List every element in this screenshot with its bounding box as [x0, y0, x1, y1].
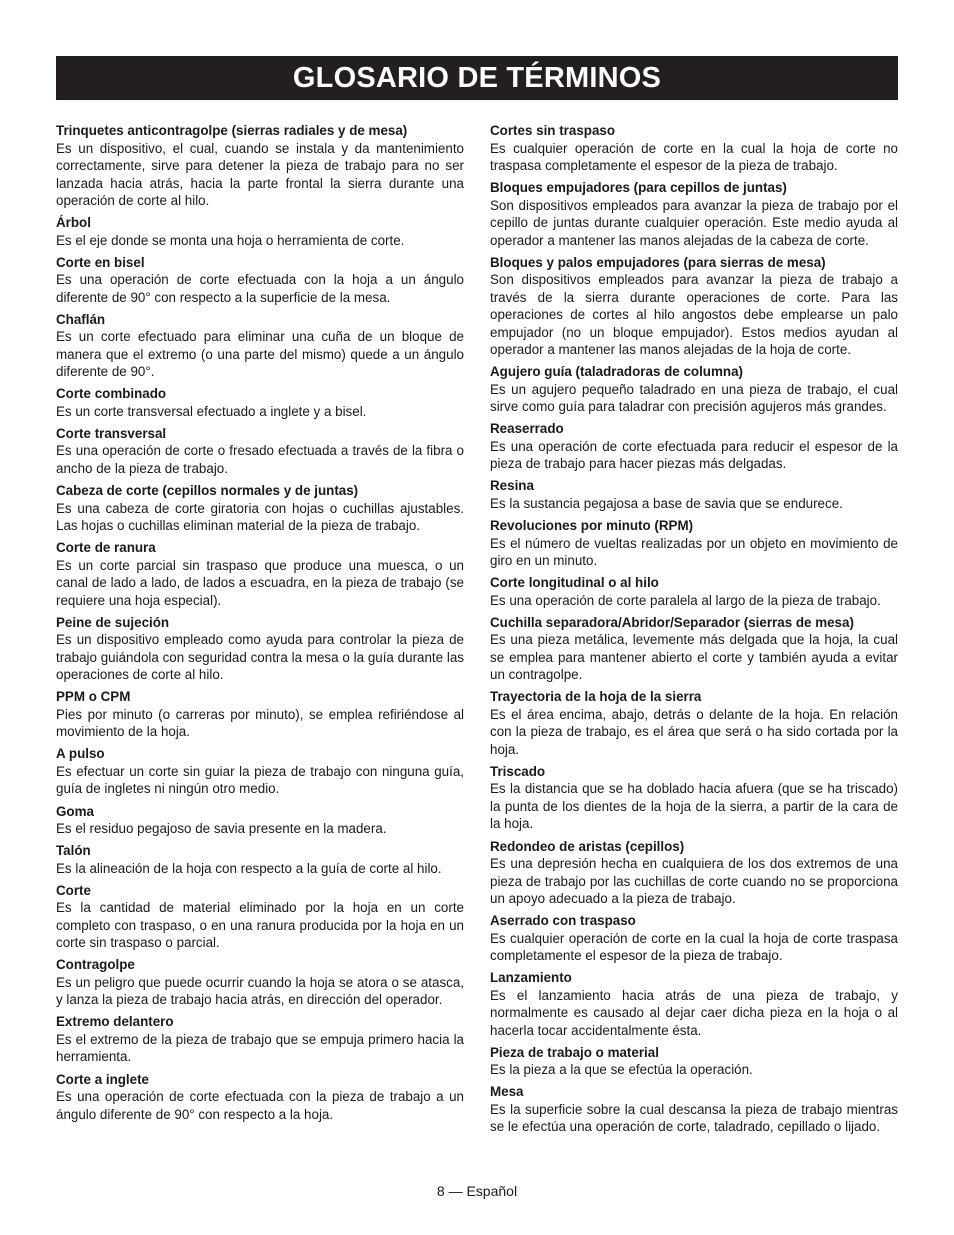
glossary-term: Árbol	[56, 215, 91, 231]
glossary-entry	[490, 122, 898, 175]
glossary-term: Resina	[490, 478, 534, 494]
glossary-definition: Es un dispositivo empleado como ayuda para controlar la pieza de trabajo guiándola con seguridad contra la mesa o la guía durante las operaciones de corte al hilo.	[56, 632, 464, 683]
glossary-entry	[56, 803, 464, 838]
glossary-entry	[56, 1013, 464, 1066]
glossary-definition: Es un corte efectuado para eliminar una cuña de un bloque de manera que el extremo (o una parte del mismo) quede a un ángulo diferente de 90°.	[56, 329, 464, 380]
glossary-term: Triscado	[490, 763, 546, 779]
glossary-definition: Es un agujero pequeño taladrado en una pieza de trabajo, el cual sirve como guía para taladrar con precisión agujeros más grandes.	[490, 381, 898, 415]
glossary-definition: Es cualquier operación de corte en la cual la hoja de corte no traspasa completamente el espesor de la pieza de trabajo.	[490, 140, 898, 173]
glossary-term: Peine de sujeción	[56, 614, 170, 630]
glossary-definition: Es una operación de corte efectuada con la hoja a un ángulo diferente de 90° con respecto a la superficie de la mesa.	[56, 272, 464, 305]
glossary-term: Mesa	[490, 1084, 524, 1100]
glossary-entry	[490, 1083, 898, 1136]
glossary-entry	[56, 539, 464, 609]
glossary-entry	[56, 614, 464, 684]
glossary-definition: Es una operación de corte efectuada con la pieza de trabajo a un ángulo diferente de 90° con respecto a la hoja.	[56, 1089, 464, 1122]
glossary-term: Chaflán	[56, 311, 106, 327]
glossary-definition: Es el extremo de la pieza de trabajo que se empuja primero hacia la herramienta.	[56, 1031, 464, 1065]
glossary-entry	[56, 688, 464, 741]
glossary-entry	[56, 956, 464, 1009]
glossary-entry	[56, 882, 464, 952]
glossary-definition: Es el eje donde se monta una hoja o herramienta de corte.	[56, 232, 405, 248]
glossary-term: Aserrado con traspaso	[490, 913, 636, 929]
glossary-entry	[490, 614, 898, 684]
glossary-term: Trayectoria de la hoja de la sierra	[490, 689, 702, 705]
title-banner	[56, 56, 898, 100]
glossary-entry	[56, 425, 464, 478]
glossary-definition: Es la alineación de la hoja con respecto a la guía de corte al hilo.	[56, 860, 442, 876]
glossary-definition: Es una operación de corte efectuada para reducir el espesor de la pieza de trabajo para hacer piezas más delgadas.	[490, 438, 898, 472]
glossary-term: Goma	[56, 803, 94, 819]
glossary-definition: Es el lanzamiento hacia atrás de una pieza de trabajo, y normalmente es causado al dejar caer dicha pieza en la hoja o al hacerla tocar accidentalmente ésta.	[490, 987, 898, 1038]
glossary-term: Corte transversal	[56, 425, 167, 441]
glossary-entry	[56, 311, 464, 381]
glossary-entry	[490, 574, 898, 609]
glossary-term: Trinquetes anticontragolpe (sierras radiales y de mesa)	[56, 123, 408, 138]
glossary-definition: Es la cantidad de material eliminado por la hoja en un corte completo con traspaso, o en una ranura producida por la hoja en un corte sin traspaso o parcial.	[56, 900, 464, 951]
glossary-entry	[490, 477, 898, 512]
glossary-entry	[56, 385, 464, 420]
glossary-term: Corte de ranura	[56, 540, 156, 556]
glossary-term: Extremo delantero	[56, 1014, 174, 1030]
glossary-term: Corte combinado	[56, 386, 167, 402]
glossary-term: Contragolpe	[56, 957, 135, 973]
glossary-definition: Es cualquier operación de corte en la cual la hoja de corte traspasa completamente el espesor de la pieza de trabajo.	[490, 930, 898, 964]
glossary-term: Talón	[56, 843, 91, 859]
glossary-definition: Es el área encima, abajo, detrás o delante de la hoja. En relación con la pieza de trabajo, es el área que será o ha sido cortada por la hoja.	[490, 706, 898, 757]
glossary-entry	[490, 763, 898, 833]
glossary-entry	[56, 214, 464, 249]
glossary-column-right	[490, 122, 898, 1141]
glossary-definition: Es el residuo pegajoso de savia presente en la madera.	[56, 821, 387, 837]
glossary-entry	[490, 179, 898, 249]
glossary-definition: Es un corte parcial sin traspaso que produce una muesca, o un canal de lado a lado, de lados a escuadra, en la pieza de trabajo (se requiere una hoja especial).	[56, 557, 464, 608]
glossary-term: Lanzamiento	[490, 970, 572, 986]
glossary-definition: Pies por minuto (o carreras por minuto), se emplea refiriéndose al movimiento de la hoja.	[56, 706, 464, 740]
glossary-entry	[490, 363, 898, 416]
glossary-definition: Es la pieza a la que se efectúa la operación.	[490, 1062, 753, 1078]
glossary-definition: Es la sustancia pegajosa a base de savia que se endurece.	[490, 495, 843, 511]
glossary-term: Revoluciones por minuto (RPM)	[490, 518, 694, 534]
glossary-definition: Es efectuar un corte sin guiar la pieza de trabajo con ninguna guía, guía de ingletes ni ningún otro medio.	[56, 763, 464, 797]
glossary-definition: Son dispositivos empleados para avanzar la pieza de trabajo por el cepillo de juntas durante cualquier operación. Este medio ayuda al operador a mantener las manos alejadas de la cabeza de corte.	[490, 197, 898, 248]
glossary-definition: Es la superficie sobre la cual descansa la pieza de trabajo mientras se le efectúa una operación de corte, taladrado, cepillado o lijado.	[490, 1101, 898, 1135]
glossary-entry	[490, 969, 898, 1039]
glossary-term: Cortes sin traspaso	[490, 123, 616, 138]
glossary-entry	[490, 517, 898, 570]
glossary-definition: Es una cabeza de corte giratoria con hojas o cuchillas ajustables. Las hojas o cuchillas eliminan material de la pieza de trabajo.	[56, 500, 464, 534]
glossary-definition: Es un corte transversal efectuado a inglete y a bisel.	[56, 403, 367, 419]
glossary-entry	[490, 1044, 898, 1079]
glossary-term: Corte a inglete	[56, 1071, 150, 1087]
glossary-term: Pieza de trabajo o material	[490, 1044, 659, 1060]
glossary-term: Redondeo de aristas (cepillos)	[490, 838, 685, 854]
page-title: GLOSARIO DE TÉRMINOS	[292, 61, 662, 94]
glossary-term: Corte	[56, 882, 91, 898]
glossary-term: Bloques y palos empujadores (para sierras de mesa)	[490, 254, 826, 270]
glossary-entry	[56, 254, 464, 307]
glossary-column-left	[56, 122, 464, 1128]
glossary-term: PPM o CPM	[56, 689, 131, 705]
glossary-entry	[56, 745, 464, 798]
glossary-entry	[56, 842, 464, 877]
glossary-entry	[490, 838, 898, 908]
glossary-definition: Es el número de vueltas realizadas por un objeto en movimiento de giro en un minuto.	[490, 535, 898, 569]
glossary-entry	[490, 912, 898, 965]
glossary-definition: Es un dispositivo, el cual, cuando se instala y da mantenimiento correctamente, sirve para detener la pieza de trabajo para no ser lanzada hacia atrás, hacia la parte frontal la sierra durante una operación de corte al hilo.	[56, 140, 464, 208]
page-footer: 8 — Español	[436, 1183, 518, 1199]
glossary-entry	[490, 688, 898, 758]
glossary-term: Corte en bisel	[56, 254, 145, 270]
glossary-definition: Es una pieza metálica, levemente más delgada que la hoja, la cual se emplea para mantener abierto el corte y también ayuda a evitar un contragolpe.	[490, 632, 898, 683]
glossary-term: Agujero guía (taladradoras de columna)	[490, 364, 743, 380]
glossary-definition: Es una operación de corte o fresado efectuada a través de la fibra o ancho de la pieza de trabajo.	[56, 443, 464, 476]
glossary-term: Reaserrado	[490, 421, 564, 437]
glossary-entry	[490, 420, 898, 473]
glossary-definition: Es un peligro que puede ocurrir cuando la hoja se atora o se atasca, y lanza la pieza de trabajo hacia atrás, en dirección del operador.	[56, 974, 464, 1008]
glossary-term: Bloques empujadores (para cepillos de juntas)	[490, 180, 787, 196]
glossary-definition: Es una depresión hecha en cualquiera de los dos extremos de una pieza de trabajo por las cuchillas de corte cuando no se proporciona un apoyo adecuado a la pieza de trabajo.	[490, 856, 898, 907]
glossary-term: Corte longitudinal o al hilo	[490, 575, 659, 591]
glossary-definition: Es la distancia que se ha doblado hacia afuera (que se ha triscado) la punta de los dientes de la hoja de la sierra, a partir de la cara de la hoja.	[490, 781, 898, 832]
glossary-term: Cabeza de corte (cepillos normales y de juntas)	[56, 483, 359, 499]
glossary-term: Cuchilla separadora/Abridor/Separador (sierras de mesa)	[490, 614, 854, 630]
glossary-definition: Es una operación de corte paralela al largo de la pieza de trabajo.	[490, 592, 881, 608]
glossary-entry	[490, 254, 898, 359]
glossary-entry	[56, 1071, 464, 1124]
glossary-entry	[56, 122, 464, 210]
glossary-definition: Son dispositivos empleados para avanzar la pieza de trabajo a través de la sierra durante operaciones de corte. Para las operaciones de cortes al hilo angostos debe emplearse un palo empujador (no un bloque empujador). Estos medios ayudan al operador a mantener las manos alejadas de la hoja de corte.	[490, 272, 898, 358]
glossary-entry	[56, 482, 464, 535]
glossary-term: A pulso	[56, 746, 105, 762]
